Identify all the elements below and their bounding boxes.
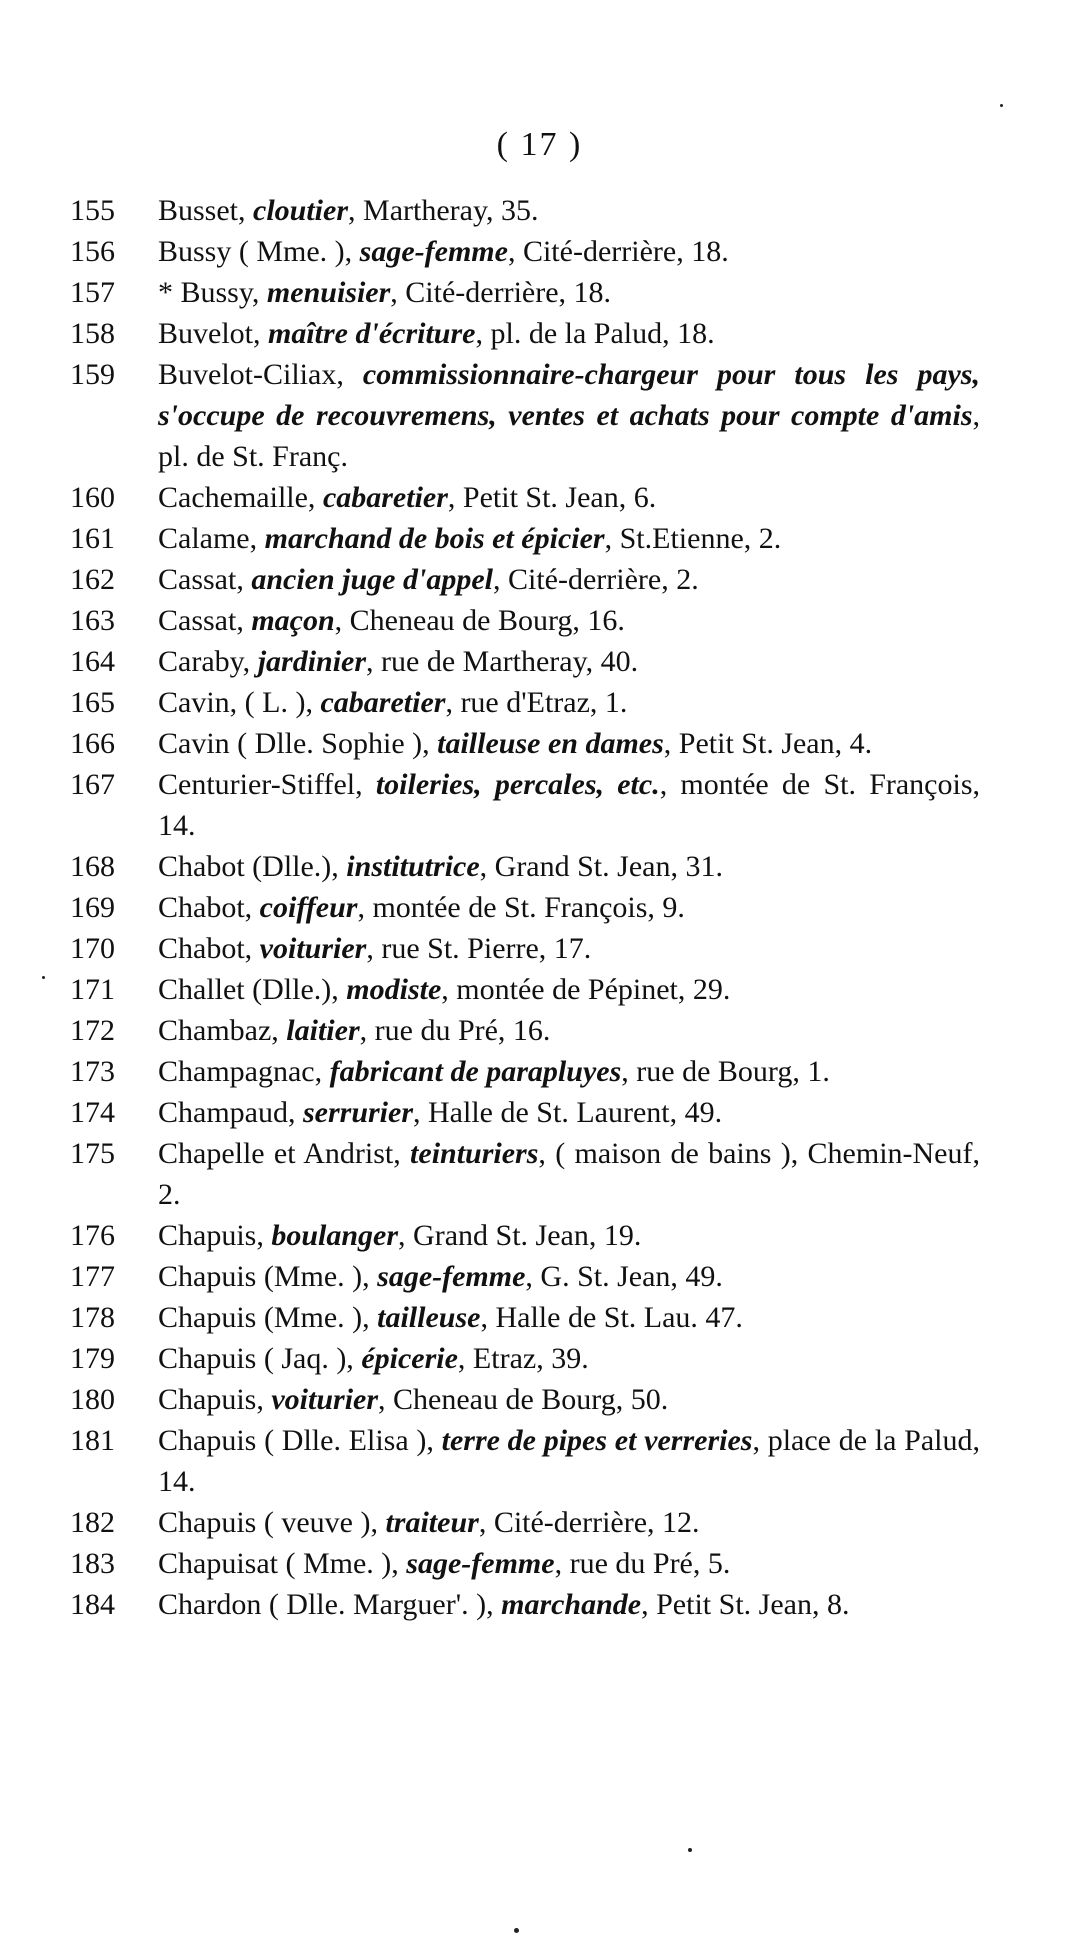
entry-number: 169 — [70, 891, 115, 924]
entry-segment: , montée de St. François, 9. — [357, 891, 685, 924]
entry-text — [158, 764, 980, 846]
entry-profession: menuisier — [266, 276, 391, 309]
entry-profession: marchand de bois et épicier — [264, 522, 605, 555]
entry-segment: , rue d'Etraz, 1. — [445, 686, 628, 719]
entry-number: 163 — [70, 604, 115, 637]
entry-profession: commissionnaire-chargeur pour tous les pays, s'occupe de recouvremens, ventes et achats pour compte d'amis — [158, 358, 980, 432]
entry-profession: tailleuse en dames — [437, 727, 664, 760]
directory-list — [70, 190, 980, 1625]
directory-entry — [70, 477, 980, 518]
entry-text — [158, 354, 980, 477]
entry-text — [158, 231, 980, 272]
directory-entry — [70, 518, 980, 559]
entry-segment: Chardon ( Dlle. Marguer'. ), — [158, 1588, 502, 1621]
directory-entry — [70, 1051, 980, 1092]
entry-segment: Buvelot, — [158, 317, 268, 350]
entry-segment: Chapuis (Mme. ), — [158, 1260, 378, 1293]
directory-entry — [70, 1297, 980, 1338]
directory-entry — [70, 1338, 980, 1379]
entry-segment: , montée de St. François, 14. — [158, 768, 981, 842]
entry-text — [158, 969, 980, 1010]
entry-text — [158, 477, 980, 518]
entry-segment: Chapuis, — [158, 1219, 272, 1252]
entry-text — [158, 846, 980, 887]
entry-number: 158 — [70, 317, 115, 350]
directory-entry — [70, 1584, 980, 1625]
entry-segment: , Cheneau de Bourg, 50. — [378, 1383, 669, 1416]
entry-number: 155 — [70, 194, 115, 227]
entry-profession: maçon — [251, 604, 335, 637]
entry-profession: sage-femme — [406, 1547, 555, 1580]
entry-profession: tailleuse — [377, 1301, 481, 1334]
entry-segment: Bussy ( Mme. ), — [158, 235, 360, 268]
entry-text — [158, 1297, 980, 1338]
directory-entry — [70, 1543, 980, 1584]
entry-text — [158, 1010, 980, 1051]
entry-profession: traiteur — [385, 1506, 479, 1539]
directory-entry — [70, 682, 980, 723]
directory-entry — [70, 764, 980, 846]
entry-segment: Chapuisat ( Mme. ), — [158, 1547, 407, 1580]
entry-profession: jardinier — [257, 645, 367, 678]
entry-text — [158, 1420, 980, 1502]
entry-segment: Cavin, ( L. ), — [158, 686, 321, 719]
entry-segment: , Petit St. Jean, 8. — [641, 1588, 850, 1621]
entry-profession: sage-femme — [359, 235, 508, 268]
entry-text — [158, 1051, 980, 1092]
entry-text — [158, 1133, 980, 1215]
entry-profession: boulanger — [271, 1219, 399, 1252]
entry-segment: Cavin ( Dlle. Sophie ), — [158, 727, 438, 760]
entry-text — [158, 1502, 980, 1543]
entry-profession: terre de pipes et verreries — [441, 1424, 753, 1457]
entry-number: 178 — [70, 1301, 115, 1334]
entry-segment: , Halle de St. Lau. 47. — [480, 1301, 743, 1334]
entry-text — [158, 1543, 980, 1584]
entry-number: 179 — [70, 1342, 115, 1375]
entry-profession: ancien juge d'appel — [251, 563, 493, 596]
entry-profession: cabaretier — [322, 481, 448, 514]
entry-number: 164 — [70, 645, 115, 678]
directory-entry — [70, 1502, 980, 1543]
entry-segment: , rue de Bourg, 1. — [621, 1055, 830, 1088]
entry-segment: , place de la Palud, 14. — [158, 1424, 980, 1498]
entry-segment: , rue du Pré, 16. — [359, 1014, 551, 1047]
entry-segment: , Cité-derrière, 12. — [478, 1506, 700, 1539]
entry-number: 173 — [70, 1055, 115, 1088]
entry-profession: marchande — [501, 1588, 642, 1621]
entry-profession: serrurier — [302, 1096, 414, 1129]
entry-segment: Chabot (Dlle.), — [158, 850, 347, 883]
entry-number: 166 — [70, 727, 115, 760]
speck-mark — [514, 1928, 519, 1933]
entry-segment: Cachemaille, — [158, 481, 323, 514]
entry-segment: , pl. de St. Franç. — [158, 399, 980, 473]
directory-entry — [70, 190, 980, 231]
entry-segment: Busset, — [158, 194, 254, 227]
entry-number: 167 — [70, 768, 115, 801]
entry-segment: Chapelle et Andrist, — [158, 1137, 411, 1170]
entry-profession: institutrice — [346, 850, 480, 883]
entry-segment: Calame, — [158, 522, 265, 555]
entry-segment: Champagnac, — [158, 1055, 330, 1088]
entry-segment: Chambaz, — [158, 1014, 287, 1047]
entry-segment: , Etraz, 39. — [457, 1342, 589, 1375]
entry-profession: coiffeur — [259, 891, 358, 924]
entry-number: 162 — [70, 563, 115, 596]
entry-text — [158, 518, 980, 559]
entry-segment: , Grand St. Jean, 31. — [479, 850, 723, 883]
entry-number: 171 — [70, 973, 115, 1006]
directory-entry — [70, 723, 980, 764]
directory-entry — [70, 928, 980, 969]
entry-segment: * Bussy, — [158, 276, 267, 309]
entry-text — [158, 1215, 980, 1256]
entry-text — [158, 190, 980, 231]
entry-text — [158, 559, 980, 600]
entry-number: 159 — [70, 358, 115, 391]
entry-segment: Chapuis (Mme. ), — [158, 1301, 378, 1334]
directory-entry — [70, 846, 980, 887]
directory-entry — [70, 1092, 980, 1133]
entry-segment: , ( maison de bains ), Chemin-Neuf, 2. — [158, 1137, 980, 1211]
entry-number: 157 — [70, 276, 115, 309]
entry-text — [158, 928, 980, 969]
entry-profession: fabricant de parapluyes — [329, 1055, 622, 1088]
entry-segment: Chabot, — [158, 891, 260, 924]
entry-segment: Chapuis ( Dlle. Elisa ), — [158, 1424, 442, 1457]
entry-segment: Cassat, — [158, 604, 252, 637]
directory-entry — [70, 354, 980, 477]
entry-segment: , Cheneau de Bourg, 16. — [334, 604, 625, 637]
entry-number: 184 — [70, 1588, 115, 1621]
entry-profession: toileries, percales, etc. — [375, 768, 660, 801]
entry-segment: Champaud, — [158, 1096, 303, 1129]
entry-number: 176 — [70, 1219, 115, 1252]
entry-number: 174 — [70, 1096, 115, 1129]
entry-segment: , Petit St. Jean, 6. — [447, 481, 657, 514]
entry-text — [158, 1092, 980, 1133]
entry-text — [158, 313, 980, 354]
entry-segment: Centurier-Stiffel, — [158, 768, 376, 801]
entry-number: 160 — [70, 481, 115, 514]
entry-number: 165 — [70, 686, 115, 719]
entry-segment: , Cité-derrière, 18. — [390, 276, 612, 309]
directory-entry — [70, 1379, 980, 1420]
directory-entry — [70, 1215, 980, 1256]
directory-entry — [70, 1010, 980, 1051]
entry-number: 156 — [70, 235, 115, 268]
entry-segment: , Grand St. Jean, 19. — [398, 1219, 642, 1252]
entry-number: 181 — [70, 1424, 115, 1457]
entry-number: 161 — [70, 522, 115, 555]
directory-entry — [70, 887, 980, 928]
entry-segment: , rue de Martheray, 40. — [366, 645, 639, 678]
entry-text — [158, 272, 980, 313]
entry-number: 177 — [70, 1260, 115, 1293]
entry-profession: cloutier — [253, 194, 349, 227]
directory-entry — [70, 1133, 980, 1215]
entry-segment: , Petit St. Jean, 4. — [663, 727, 873, 760]
entry-profession: cabaretier — [320, 686, 446, 719]
entry-profession: sage-femme — [377, 1260, 526, 1293]
directory-entry — [70, 231, 980, 272]
speck-mark — [42, 976, 45, 979]
speck-mark — [688, 1848, 692, 1852]
entry-profession: teinturiers — [410, 1137, 539, 1170]
entry-number: 183 — [70, 1547, 115, 1580]
entry-text — [158, 1584, 980, 1625]
entry-segment: , pl. de la Palud, 18. — [475, 317, 715, 350]
entry-text — [158, 600, 980, 641]
entry-segment: , Cité-derrière, 2. — [492, 563, 699, 596]
entry-segment: Challet (Dlle.), — [158, 973, 347, 1006]
entry-segment: , Halle de St. Laurent, 49. — [413, 1096, 723, 1129]
page-number: ( 17 ) — [496, 126, 583, 163]
entry-text — [158, 723, 980, 764]
entry-text — [158, 887, 980, 928]
entry-number: 182 — [70, 1506, 115, 1539]
entry-segment: Caraby, — [158, 645, 258, 678]
directory-entry — [70, 600, 980, 641]
entry-profession: voiturier — [259, 932, 367, 965]
entry-segment: Cassat, — [158, 563, 252, 596]
directory-entry — [70, 1420, 980, 1502]
entry-segment: , Cité-derrière, 18. — [507, 235, 729, 268]
entry-number: 168 — [70, 850, 115, 883]
entry-profession: laitier — [286, 1014, 360, 1047]
entry-profession: modiste — [346, 973, 442, 1006]
entry-segment: , Martheray, 35. — [348, 194, 539, 227]
entry-segment: Chapuis ( Jaq. ), — [158, 1342, 362, 1375]
entry-segment: , rue du Pré, 5. — [554, 1547, 731, 1580]
entry-segment: Chapuis ( veuve ), — [158, 1506, 386, 1539]
entry-segment: Buvelot-Ciliax, — [158, 358, 363, 391]
directory-entry — [70, 272, 980, 313]
directory-entry — [70, 313, 980, 354]
entry-segment: , rue St. Pierre, 17. — [366, 932, 592, 965]
entry-text — [158, 1338, 980, 1379]
entry-number: 180 — [70, 1383, 115, 1416]
entry-number: 172 — [70, 1014, 115, 1047]
entry-number: 170 — [70, 932, 115, 965]
directory-entry — [70, 559, 980, 600]
entry-text — [158, 682, 980, 723]
entry-number: 175 — [70, 1137, 115, 1170]
entry-profession: voiturier — [271, 1383, 379, 1416]
directory-entry — [70, 1256, 980, 1297]
entry-text — [158, 641, 980, 682]
entry-text — [158, 1256, 980, 1297]
directory-entry — [70, 969, 980, 1010]
entry-profession: maître d'écriture — [268, 317, 476, 350]
entry-segment: , montée de Pépinet, 29. — [441, 973, 731, 1006]
directory-entry — [70, 641, 980, 682]
entry-profession: épicerie — [361, 1342, 458, 1375]
entry-segment: Chapuis, — [158, 1383, 272, 1416]
speck-mark — [1000, 104, 1003, 107]
entry-segment: Chabot, — [158, 932, 260, 965]
entry-text — [158, 1379, 980, 1420]
entry-segment: , G. St. Jean, 49. — [525, 1260, 723, 1293]
entry-segment: , St.Etienne, 2. — [604, 522, 782, 555]
